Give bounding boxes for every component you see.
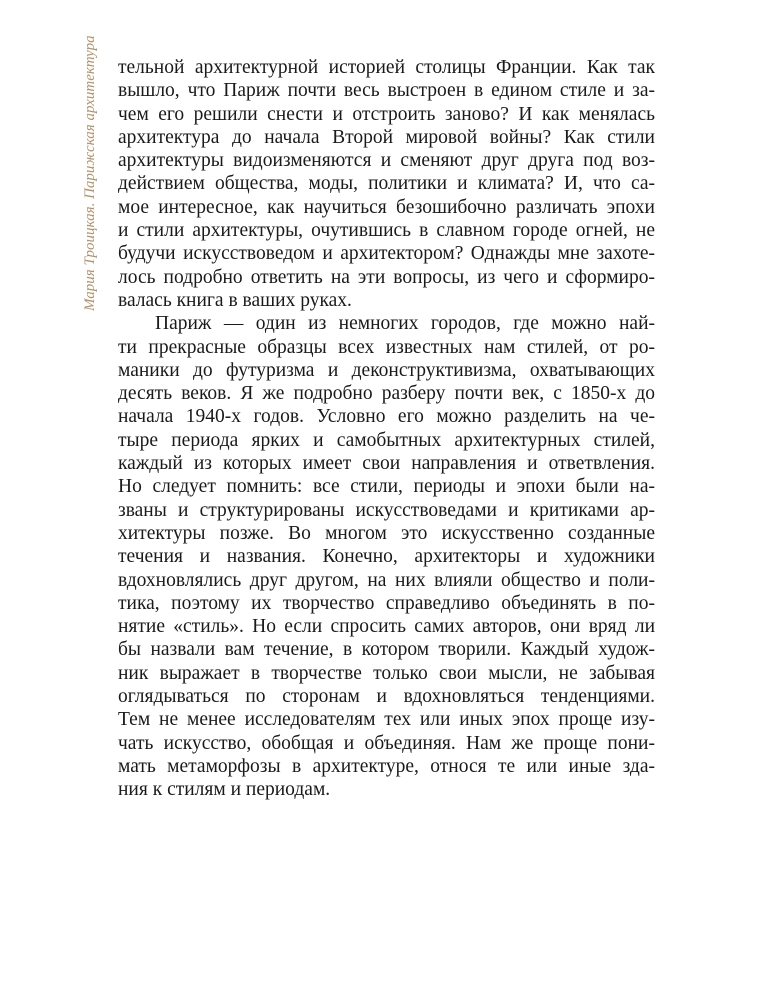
text-line: тика, поэтому их творчество справедливо объединять в по- [118,592,655,614]
text-line: хитектуры позже. Во многом это искусственно созданные [118,522,655,544]
text-line: чем его решили снести и отстроить заново? И как менялась [118,103,655,125]
text-line: архитектура до начала Второй мировой войны? Как стили [118,126,655,148]
paragraph-1 [118,56,655,312]
text-line: оглядываться по сторонам и вдохновляться тенденциями. [118,686,655,708]
text-line: будучи искусствоведом и архитектором? Однажды мне захоте- [118,243,655,265]
paragraph-2 [118,312,655,801]
text-line: действием общества, моды, политики и климата? И, что са- [118,173,655,195]
text-line: тельной архитектурной историей столицы Франции. Как так [118,57,655,78]
body-text [118,56,655,802]
text-line: и стили архитектуры, очутившись в славном городе огней, не [118,220,655,242]
running-head: Мария Троицкая. Парижская архитектура [82,35,98,311]
text-line: десять веков. Я же подробно разберу почти век, с 1850-х до [118,383,655,405]
text-line: Но следует помнить: все стили, периоды и эпохи были на- [118,476,655,498]
text-line: ти прекрасные образцы всех известных нам стилей, от ро- [118,336,655,358]
text-line: бы назвали вам течение, в котором творили. Каждый худож- [118,639,655,661]
text-line: вышло, что Париж почти весь выстроен в едином стиле и за- [118,80,655,102]
text-line: мать метаморфозы в архитектуре, относя те или иные зда- [118,755,655,777]
text-line: чать искусство, обобщая и объединяя. Нам же проще пони- [118,732,655,754]
text-line: ния к стилям и периодам. [118,779,331,801]
text-line: валась книга в ваших руках. [118,289,352,311]
text-line: тыре периода ярких и самобытных архитектурных стилей, [118,429,655,451]
text-line: начала 1940-х годов. Условно его можно разделить на че- [118,406,655,428]
text-line: вдохновлялись друг другом, на них влияли общество и поли- [118,569,655,591]
text-line: маники до футуризма и деконструктивизма, охватывающих [118,359,655,381]
text-line: течения и названия. Конечно, архитекторы и художники [118,546,655,568]
text-line: Тем не менее исследователям тех или иных эпох проще изу- [118,709,655,731]
text-line: ник выражает в творчестве только свои мысли, не забывая [118,662,655,684]
text-line: мое интересное, как научиться безошибочно различать эпохи [118,196,655,218]
text-line: званы и структурированы искусствоведами и критиками ар- [118,499,655,521]
text-line: лось подробно ответить на эти вопросы, из чего и сформиро- [118,266,655,288]
text-line: каждый из которых имеет свои направления и ответвления. [118,453,655,475]
text-line: архитектуры видоизменяются и сменяют друг друга под воз- [118,150,655,172]
text-line: Париж — один из немногих городов, где можно най- [155,313,655,335]
text-line: нятие «стиль». Но если спросить самих авторов, они вряд ли [118,616,655,638]
